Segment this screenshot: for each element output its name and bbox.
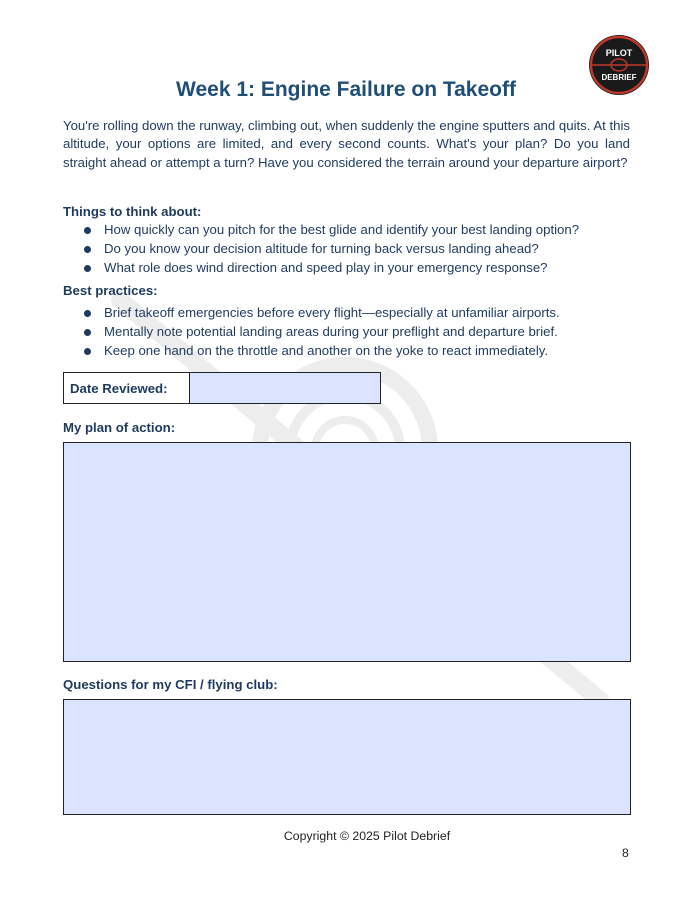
things-to-think-heading: Things to think about: <box>63 204 202 219</box>
list-item: How quickly can you pitch for the best glide and identify your best landing option? <box>63 221 643 240</box>
questions-label: Questions for my CFI / flying club: <box>63 677 278 692</box>
best-practices-list <box>63 304 643 360</box>
intro-paragraph: You're rolling down the runway, climbing out, when suddenly the engine sputters and quits. At this altitude, your options are limited, and every second counts. What's your plan? Do you land straight ahead or attempt a turn? Have you considered the terrain around your departure airport? <box>63 118 630 170</box>
page-number: 8 <box>622 846 629 860</box>
questions-textarea[interactable] <box>63 699 631 815</box>
date-reviewed-row <box>63 372 381 404</box>
plan-of-action-textarea[interactable] <box>63 442 631 662</box>
list-item: Keep one hand on the throttle and another on the yoke to react immediately. <box>63 342 643 361</box>
copyright-footer: Copyright © 2025 Pilot Debrief <box>283 829 451 843</box>
list-item: Mentally note potential landing areas during your preflight and departure brief. <box>63 323 643 342</box>
date-reviewed-label: Date Reviewed: <box>64 373 190 403</box>
date-reviewed-input[interactable] <box>190 373 380 403</box>
plan-of-action-label: My plan of action: <box>63 420 176 435</box>
logo-text-debrief: DEBRIEF <box>601 73 637 82</box>
best-practices-heading: Best practices: <box>63 283 158 298</box>
list-item: Brief takeoff emergencies before every flight—especially at unfamiliar airports. <box>63 304 643 323</box>
list-item: What role does wind direction and speed play in your emergency response? <box>63 259 643 278</box>
page-title: Week 1: Engine Failure on Takeoff <box>176 78 516 101</box>
list-item: Do you know your decision altitude for turning back versus landing ahead? <box>63 240 643 259</box>
things-to-think-list <box>63 221 643 277</box>
logo-text-pilot: PILOT <box>605 48 633 58</box>
